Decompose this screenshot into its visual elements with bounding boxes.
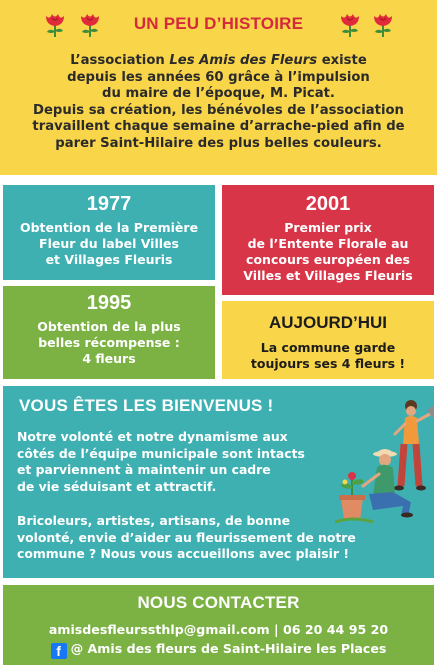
welcome-section: [3, 386, 434, 578]
contact-email-phone[interactable]: amisdesfleurssthlp@gmail.com | 06 20 44 95 20: [48, 622, 389, 637]
milestone-line: Obtention de la Première: [19, 220, 199, 235]
milestone-year: 2001: [305, 193, 351, 215]
facebook-icon: f: [51, 643, 67, 659]
history-line: du maire de l’époque, M. Picat.: [102, 86, 335, 101]
welcome-line: commune ? Nous vous accueillons avec plaisir !: [17, 546, 349, 561]
milestone-today: [222, 301, 434, 379]
milestone-line: belles récompense :: [38, 335, 180, 350]
milestone-year: 1995: [86, 292, 132, 314]
welcome-line: et parviennent à maintenir un cadre: [17, 462, 271, 477]
milestone-line: Premier prix: [284, 220, 372, 235]
history-line: parer Saint-Hilaire des plus belles couleurs.: [55, 135, 382, 151]
history-line: depuis les années 60 grâce à l’impulsion: [67, 69, 370, 85]
welcome-line: volonté, envie d’aider au fleurissement de notre: [17, 529, 356, 545]
history-line: travaillent chaque semaine d’arrache-pied afin de: [32, 119, 405, 134]
gardeners-illustration: [333, 394, 433, 526]
welcome-line: de vie séduisant et attractif.: [17, 478, 217, 494]
history-section: [0, 0, 437, 175]
milestone-line: Villes et Villages Fleuris: [243, 268, 413, 283]
welcome-paragraph: [17, 429, 327, 495]
contact-section: [3, 585, 434, 665]
welcome-title: VOUS ÊTES LES BIENVENUS !: [19, 396, 274, 415]
milestone-line: et Villages Fleuris: [45, 252, 173, 267]
milestone-2001: [222, 185, 434, 295]
milestone-year: AUJOURD’HUI: [268, 313, 388, 332]
milestone-line: Obtention de la plus: [37, 319, 181, 334]
history-line: L’association Les Amis des Fleurs existe: [70, 53, 367, 68]
milestone-1995: [3, 286, 215, 379]
history-line: Depuis sa création, les bénévoles de l’association: [33, 102, 404, 118]
milestone-year: 1977: [86, 193, 132, 215]
welcome-line: Bricoleurs, artistes, artisans, de bonne: [17, 513, 290, 528]
milestone-line: concours européen des: [246, 252, 410, 267]
contact-title: NOUS CONTACTER: [137, 593, 300, 612]
milestone-line: Fleur du label Villes: [39, 236, 179, 251]
milestone-line: de l’Entente Florale au: [247, 236, 409, 251]
association-name: Les Amis des Fleurs: [169, 53, 318, 68]
welcome-line: côtés de l’équipe municipale sont intacts: [17, 445, 305, 461]
welcome-line: Notre volonté et notre dynamisme aux: [17, 429, 288, 444]
milestone-line: 4 fleurs: [82, 351, 136, 366]
milestone-1977: [3, 185, 215, 280]
milestone-line: La commune garde: [260, 340, 396, 355]
milestone-line: toujours ses 4 fleurs !: [250, 356, 406, 371]
history-title: UN PEU D’HISTOIRE: [133, 14, 304, 33]
contact-facebook[interactable]: [3, 641, 434, 659]
history-text: [8, 53, 429, 152]
facebook-page-name[interactable]: @ Amis des fleurs de Saint-Hilaire les Places: [70, 641, 387, 656]
